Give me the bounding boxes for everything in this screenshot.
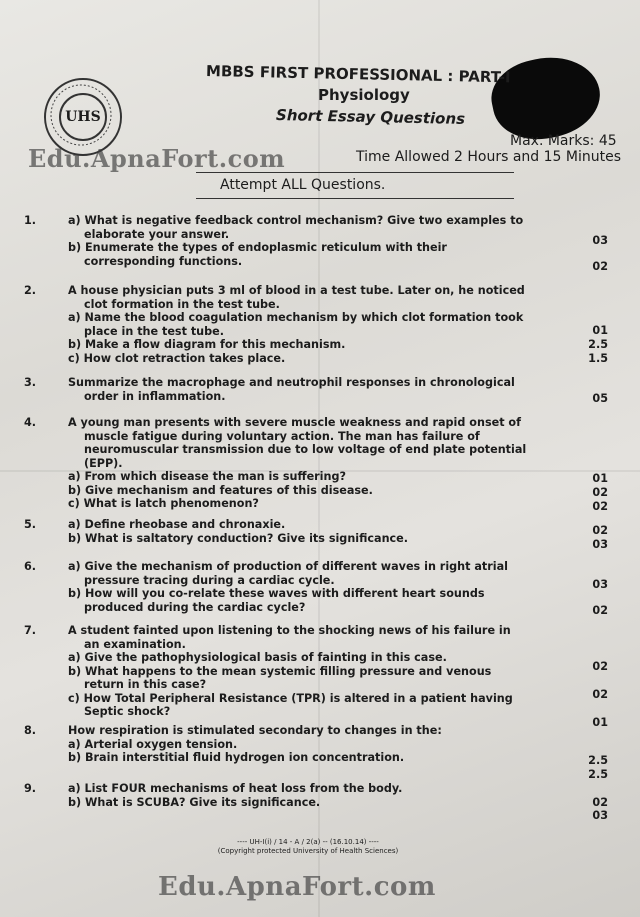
- exam-title: MBBS FIRST PROFESSIONAL : PART-I: [205, 62, 511, 87]
- question-part: a) Name the blood coagulation mechanism by which clot formation took place in the test tube.: [68, 311, 524, 338]
- marks: 03: [592, 234, 608, 247]
- paper-code: ---- UH-I(i) / 14 - A / 2(a) -- (16.10.14) ----: [237, 838, 379, 846]
- marks: 01: [592, 716, 608, 729]
- question-part: a) From which disease the man is suffering?: [68, 470, 346, 483]
- question-part: b) Brain interstitial fluid hydrogen ion concentration.: [68, 751, 405, 764]
- marks: 03: [592, 809, 608, 822]
- marks: 03: [592, 538, 608, 551]
- question-number: 1.: [24, 214, 37, 227]
- question-stem: A student fainted upon listening to the shocking news of his failure in an examination.: [68, 624, 511, 651]
- marks: 02: [592, 660, 608, 673]
- max-marks: Max. Marks: 45: [510, 133, 617, 149]
- question-part: c) What is latch phenomenon?: [68, 497, 259, 510]
- question-number: 9.: [24, 782, 37, 795]
- question-part: b) Give mechanism and features of this disease.: [68, 483, 373, 497]
- marks: 02: [592, 688, 608, 701]
- time-allowed: Time Allowed 2 Hours and 15 Minutes: [356, 149, 622, 165]
- marks: 02: [592, 500, 608, 513]
- watermark-top: Edu.ApnaFort.com: [28, 144, 286, 173]
- question-part: a) Give the mechanism of production of different waves in right atrial pressure tracing during a cardiac cycle.: [68, 560, 509, 587]
- question-stem: A house physician puts 3 ml of blood in a test tube. Later on, he noticed clot formation in the test tube.: [68, 284, 525, 311]
- question-part: b) What is saltatory conduction? Give its significance.: [68, 531, 409, 545]
- question-part: b) What happens to the mean systemic filling pressure and venous return in this case?: [68, 664, 492, 691]
- question-part: c) How Total Peripheral Resistance (TPR) is altered in a patient having Septic shock?: [68, 691, 513, 718]
- marks: 2.5: [588, 768, 608, 781]
- marks: 05: [592, 392, 608, 405]
- question-part: c) How clot retraction takes place.: [68, 351, 286, 365]
- marks: 03: [592, 578, 608, 591]
- question-part: a) Give the pathophysiological basis of fainting in this case.: [68, 651, 447, 664]
- marks: 02: [592, 796, 608, 809]
- question-stem: A young man presents with severe muscle weakness and rapid onset of muscle fatigue during voluntary action. The man has failure of neuromuscular transmission due to low voltage of end plate potential (EPP).: [68, 416, 527, 470]
- marks: 01: [592, 324, 608, 337]
- question-part: a) Arterial oxygen tension.: [68, 737, 238, 751]
- subject-title: Physiology: [318, 86, 410, 104]
- divider-bottom: [196, 198, 514, 199]
- question-number: 5.: [24, 518, 37, 531]
- marks: 2.5: [588, 754, 608, 767]
- question-part: b) Enumerate the types of endoplasmic reticulum with their corresponding functions.: [68, 241, 447, 268]
- paper-type: Short Essay Questions: [275, 106, 466, 128]
- question-part: b) What is SCUBA? Give its significance.: [68, 795, 321, 809]
- question-number: 6.: [24, 560, 37, 573]
- question-part: b) How will you co-relate these waves with different heart sounds produced during the cardiac cycle?: [68, 587, 485, 614]
- marks: 2.5: [588, 338, 608, 351]
- question-number: 3.: [24, 376, 37, 389]
- question-part: a) Define rheobase and chronaxie.: [68, 518, 286, 531]
- question-number: 7.: [24, 624, 37, 637]
- watermark-bottom: Edu.ApnaFort.com: [158, 872, 436, 902]
- copyright-note: (Copyright protected University of Health Sciences): [217, 847, 399, 855]
- instructions: Attempt ALL Questions.: [220, 177, 386, 193]
- marks: 1.5: [588, 352, 608, 365]
- marks: 02: [592, 604, 608, 617]
- marks: 01: [592, 472, 608, 485]
- question-stem: Summarize the macrophage and neutrophil responses in chronological order in inflammation.: [68, 376, 515, 403]
- question-part: a) List FOUR mechanisms of heat loss from the body.: [68, 782, 403, 795]
- question-stem: How respiration is stimulated secondary to changes in the:: [68, 724, 442, 737]
- footer: [208, 838, 408, 856]
- seal-monogram: UHS: [59, 93, 107, 141]
- marks: 02: [592, 486, 608, 499]
- question-number: 2.: [24, 284, 37, 297]
- divider-top: [196, 172, 514, 173]
- question-part: b) Make a flow diagram for this mechanism.: [68, 338, 346, 351]
- question-number: 4.: [24, 416, 37, 429]
- marks: 02: [592, 524, 608, 537]
- question-number: 8.: [24, 724, 37, 737]
- question-part: a) What is negative feedback control mechanism? Give two examples to elaborate your answer.: [68, 214, 524, 241]
- marks: 02: [592, 260, 608, 273]
